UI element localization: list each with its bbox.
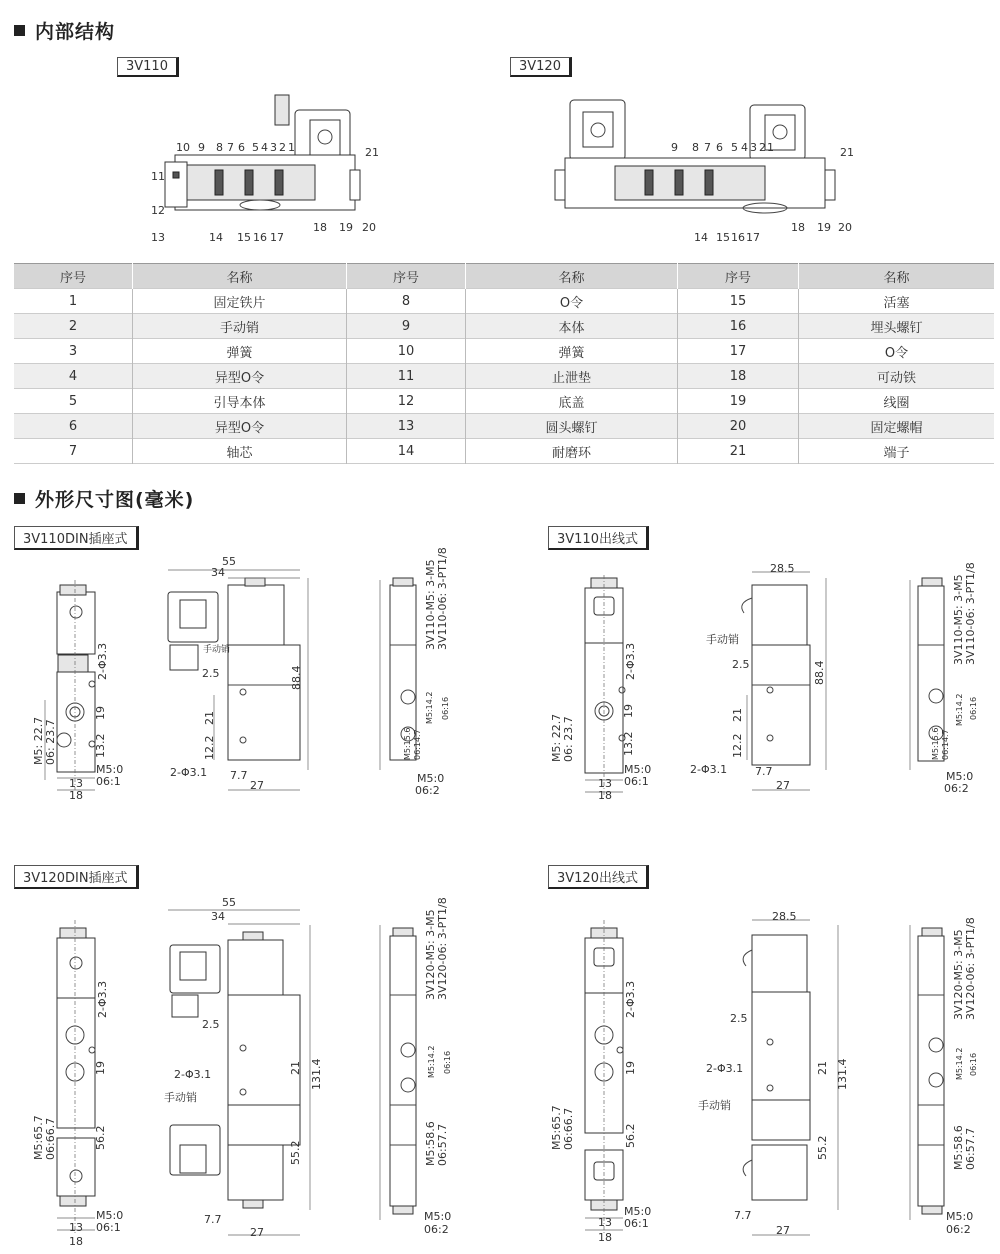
dim-label: 3V120-M5: 3-M5 <box>952 929 965 1020</box>
table-cell: 5 <box>14 389 133 414</box>
callout-label: 14 <box>694 231 708 244</box>
dim-label: M5:65.7 <box>550 1105 563 1150</box>
dim-label: 06:57.7 <box>964 1127 977 1170</box>
dim-label: 19 <box>624 1061 637 1075</box>
callout-label: 3 <box>750 141 757 154</box>
dim-label: 手动销 <box>698 1099 731 1112</box>
dim-label: M5:14.2 <box>955 1047 964 1080</box>
callout-label: 7 <box>227 141 234 154</box>
dim-label: 88.4 <box>813 660 826 685</box>
table-cell: 9 <box>347 314 466 339</box>
table-cell: 本体 <box>466 314 678 339</box>
dim-label: 34 <box>211 910 225 923</box>
dim-label: M5:0 <box>946 1210 974 1223</box>
callout-label: 7 <box>704 141 711 154</box>
dim-label: 7.7 <box>734 1209 752 1222</box>
table-cell: 引导本体 <box>133 389 347 414</box>
dim-label: 7.7 <box>230 769 248 782</box>
dim-label: 06:66.7 <box>44 1117 57 1160</box>
callout-label: 21 <box>365 146 379 159</box>
dim-label: 06: 23.7 <box>562 716 575 762</box>
dim-label: 13 <box>598 1216 612 1229</box>
dim-label: M5:14.2 <box>427 1045 436 1078</box>
callout-label: 3 <box>270 141 277 154</box>
dim-label: M5:14.2 <box>425 691 434 724</box>
table-cell: 异型O令 <box>133 364 347 389</box>
callout-label: 1 <box>288 141 295 154</box>
dim-label: 2-Φ3.3 <box>96 642 109 680</box>
dim-label: 13 <box>69 1221 83 1234</box>
dim-label: 06:1 <box>624 1217 649 1230</box>
dim-label: 18 <box>598 789 612 802</box>
dim-label: 2-Φ3.1 <box>706 1062 744 1075</box>
callout-label: 16 <box>253 231 267 244</box>
dim-label: M5:14.2 <box>955 693 964 726</box>
dim-label: M5:58.6 <box>952 1125 965 1170</box>
dim-label: 3V110-06: 3-PT1/8 <box>964 562 977 665</box>
dim-label: 3V110-06: 3-PT1/8 <box>436 547 449 650</box>
table-cell: 弹簧 <box>133 339 347 364</box>
table-cell: 固定铁片 <box>133 289 347 314</box>
table-cell: 4 <box>14 364 133 389</box>
table-cell: 端子 <box>883 445 910 461</box>
dim-label: M5:0 <box>96 1209 124 1222</box>
dim-label: 19 <box>94 706 107 720</box>
callout-label: 4 <box>741 141 748 154</box>
callout-label: 15 <box>237 231 251 244</box>
callout-label: 6 <box>238 141 245 154</box>
dim-label: 27 <box>250 1226 264 1239</box>
dim-label: 06:14.7 <box>413 729 422 760</box>
port-view <box>910 925 944 1220</box>
dim-label: 3V120-06: 3-PT1/8 <box>436 897 449 1000</box>
dim-label: 3V120-06: 3-PT1/8 <box>964 917 977 1020</box>
dim-label: 55 <box>222 555 236 568</box>
dim-label: 06:16 <box>969 1052 978 1076</box>
dim-label: 06:14.7 <box>941 729 950 760</box>
dim-label: 2-Φ3.3 <box>624 980 637 1018</box>
dim-label: M5:15.6 <box>931 727 940 760</box>
table-cell: 线圈 <box>883 395 910 411</box>
dim-label: 7.7 <box>755 765 773 778</box>
model-tag-3v110wire: 3V110出线式 <box>548 526 649 550</box>
dim-label: 06:1 <box>96 1221 121 1234</box>
dim-label: 27 <box>250 779 264 792</box>
callout-label: 20 <box>362 221 376 234</box>
dim-label: 06:2 <box>944 782 969 795</box>
table-cell: 活塞 <box>883 295 910 311</box>
table-cell: 19 <box>678 389 799 414</box>
callout-label: 9 <box>198 141 205 154</box>
dim-label: 131.4 <box>836 1058 849 1090</box>
column-header: 序号 <box>678 264 799 289</box>
dim-label: 06:2 <box>424 1223 449 1236</box>
table-cell: O令 <box>884 345 909 361</box>
table-cell: 17 <box>678 339 799 364</box>
column-header: 序号 <box>347 264 466 289</box>
dim-label: 06:2 <box>946 1223 971 1236</box>
dim-label: 06:16 <box>443 1050 452 1074</box>
dim-label: 34 <box>211 566 225 579</box>
table-cell: 异型O令 <box>133 414 347 439</box>
table-cell: 10 <box>347 339 466 364</box>
dim-label: 21 <box>731 708 744 722</box>
dim-label: 21 <box>816 1061 829 1075</box>
table-cell: 20 <box>678 414 799 439</box>
callout-label: 4 <box>261 141 268 154</box>
callout-label: 18 <box>313 221 327 234</box>
model-tag-3v110din: 3V110DIN插座式 <box>14 526 139 550</box>
dim-label: 28.5 <box>770 562 795 575</box>
callout-label: 10 <box>176 141 190 154</box>
callout-label: 17 <box>746 231 760 244</box>
dim-label: 21 <box>289 1061 302 1075</box>
dim-label: 18 <box>69 789 83 802</box>
callout-label: 12 <box>151 204 165 217</box>
dim-label: 3V110-M5: 3-M5 <box>424 559 437 650</box>
table-cell: 可动铁 <box>799 364 995 389</box>
dim-label: M5:58.6 <box>424 1121 437 1166</box>
dim-label: 27 <box>776 779 790 792</box>
table-cell: 12 <box>347 389 466 414</box>
table-cell: 手动销 <box>133 314 347 339</box>
callout-label: 5 <box>731 141 738 154</box>
callout-label: 9 <box>671 141 678 154</box>
dim-label: 19 <box>94 1061 107 1075</box>
dim-label: 06:2 <box>415 784 440 797</box>
dim-label: 2-Φ3.1 <box>174 1068 212 1081</box>
dim-label: 88.4 <box>290 665 303 690</box>
dim-label: M5:0 <box>417 772 445 785</box>
dim-label: M5:0 <box>624 763 652 776</box>
table-cell: 固定螺帽 <box>799 414 995 439</box>
dim-label: 2.5 <box>732 658 750 671</box>
dim-label: 18 <box>69 1235 83 1248</box>
table-cell: O令 <box>466 289 678 314</box>
table-cell: 轴芯 <box>133 439 347 464</box>
callout-label: 19 <box>339 221 353 234</box>
dim-label: 06:1 <box>96 775 121 788</box>
column-header: 名称 <box>799 264 995 289</box>
dim-label: 2.5 <box>730 1012 748 1025</box>
table-cell: 11 <box>347 364 466 389</box>
model-tag-3v120: 3V120 <box>510 57 572 77</box>
dim-label: 手动销 <box>164 1091 197 1104</box>
table-cell: 耐磨环 <box>466 439 678 464</box>
callout-label: 5 <box>252 141 259 154</box>
dim-label: 2-Φ3.3 <box>96 980 109 1018</box>
dim-label: 2.5 <box>202 667 220 680</box>
table-cell: 16 <box>678 314 799 339</box>
callout-label: 13 <box>151 231 165 244</box>
column-header: 序号 <box>14 264 133 289</box>
dim-label: 3V110-M5: 3-M5 <box>952 574 965 665</box>
callout-label: 21 <box>840 146 854 159</box>
dim-label: 27 <box>776 1224 790 1237</box>
table-cell: 圆头螺钉 <box>466 414 678 439</box>
callout-label: 17 <box>270 231 284 244</box>
dim-label: 06:57.7 <box>436 1123 449 1166</box>
dim-label: M5:15.6 <box>403 727 412 760</box>
dim-label: 2-Φ3.1 <box>170 766 208 779</box>
table-cell: 21 <box>678 439 799 464</box>
dim-label: 13.2 <box>94 733 107 758</box>
dim-label: 131.4 <box>310 1058 323 1090</box>
table-cell: 13 <box>347 414 466 439</box>
dim-label: M5: 22.7 <box>32 716 45 765</box>
side-view <box>743 920 838 1235</box>
dim-label: 7.7 <box>204 1213 222 1226</box>
callout-label: 11 <box>151 170 165 183</box>
callout-label: 8 <box>216 141 223 154</box>
dim-label: 21 <box>203 711 216 725</box>
dim-label: 12.2 <box>731 733 744 758</box>
table-cell: 3 <box>14 339 133 364</box>
dim-label: 19 <box>622 704 635 718</box>
dim-label: 55 <box>222 896 236 909</box>
callout-label: 2 <box>279 141 286 154</box>
callout-label: 15 <box>716 231 730 244</box>
callout-label: 2 <box>759 141 766 154</box>
dim-label: M5:65.7 <box>32 1115 45 1160</box>
callout-label: 19 <box>817 221 831 234</box>
model-tag-3v120wire: 3V120出线式 <box>548 865 649 889</box>
callout-label: 14 <box>209 231 223 244</box>
table-cell: 底盖 <box>466 389 678 414</box>
dim-label: 13.2 <box>622 731 635 756</box>
callout-label: 18 <box>791 221 805 234</box>
dim-label: 28.5 <box>772 910 797 923</box>
column-header: 名称 <box>133 264 347 289</box>
dim-label: 06:16 <box>969 696 978 720</box>
model-tag-3v120din: 3V120DIN插座式 <box>14 865 139 889</box>
table-cell: 埋头螺钉 <box>799 314 995 339</box>
dim-label: 12.2 <box>203 735 216 760</box>
front-view <box>585 920 623 1235</box>
callout-label: 8 <box>692 141 699 154</box>
dim-label: 18 <box>598 1231 612 1244</box>
dim-label: 13 <box>69 777 83 790</box>
dim-label: M5:0 <box>424 1210 452 1223</box>
table-cell: 8 <box>347 289 466 314</box>
dim-label: M5:0 <box>96 763 124 776</box>
dim-label: 56.2 <box>94 1125 107 1150</box>
table-cell: 弹簧 <box>466 339 678 364</box>
dim-label: 06:16 <box>441 696 450 720</box>
dim-label: 手动销 <box>203 645 231 655</box>
dim-label: 3V120-M5: 3-M5 <box>424 909 437 1000</box>
dim-label: M5:0 <box>624 1205 652 1218</box>
callout-label: 16 <box>731 231 745 244</box>
dim-label: 13 <box>598 777 612 790</box>
table-cell: 6 <box>14 414 133 439</box>
callout-label: 20 <box>838 221 852 234</box>
dim-label: 55.2 <box>816 1135 829 1160</box>
table-cell: 止泄垫 <box>466 364 678 389</box>
table-cell: 15 <box>678 289 799 314</box>
table-cell: 14 <box>347 439 466 464</box>
dim-label: 55.2 <box>289 1140 302 1165</box>
table-cell: 2 <box>14 314 133 339</box>
section-title-text: 外形尺寸图(毫米) <box>35 489 195 511</box>
callout-label: 6 <box>716 141 723 154</box>
dim-label: 56.2 <box>624 1123 637 1148</box>
dim-label: 06:1 <box>624 775 649 788</box>
dim-label: 2-Φ3.1 <box>690 763 728 776</box>
dim-label: 06: 23.7 <box>44 719 57 765</box>
dim-label: 2-Φ3.3 <box>624 642 637 680</box>
model-tag-3v110: 3V110 <box>117 57 179 77</box>
dim-label: 2.5 <box>202 1018 220 1031</box>
section-title-text: 内部结构 <box>35 21 116 43</box>
table-cell: 7 <box>14 439 133 464</box>
column-header: 名称 <box>466 264 678 289</box>
table-cell: 1 <box>14 289 133 314</box>
dim-label: 06:66.7 <box>562 1107 575 1150</box>
dim-label: M5:0 <box>946 770 974 783</box>
callout-label: 1 <box>767 141 774 154</box>
dim-label: 手动销 <box>706 633 739 646</box>
table-cell: 18 <box>678 364 799 389</box>
dim-label: M5: 22.7 <box>550 713 563 762</box>
